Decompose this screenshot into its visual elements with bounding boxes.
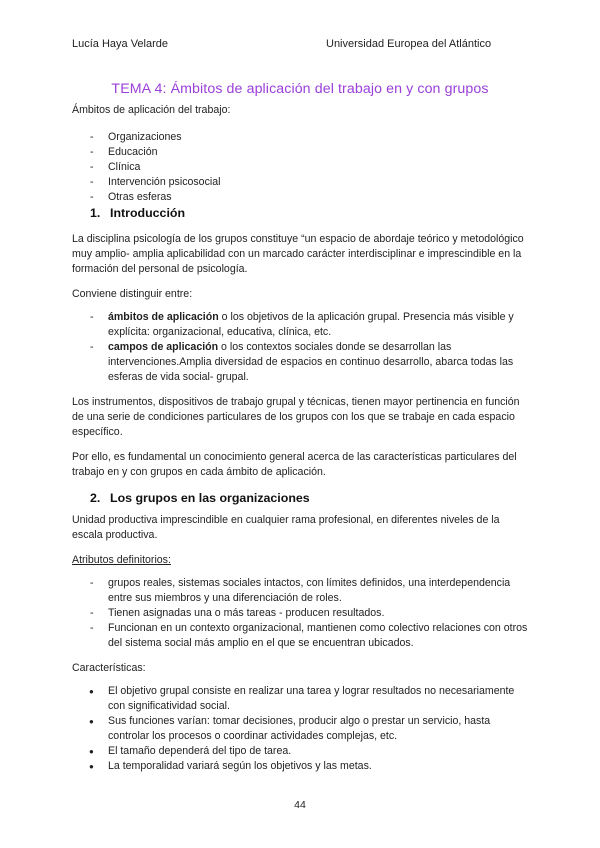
paragraph: Conviene distinguir entre: [72,288,193,300]
list-item: - Intervención psicosocial [72,175,530,190]
list-item: - grupos reales, sistemas sociales intactos, con límites definidos, una interdependencia entre sus miembros y una diferenciación de roles. [72,576,530,606]
list-item: - Otras esferas [72,190,530,205]
list-item: - Educación [72,145,530,160]
section-heading-organizaciones [72,490,530,507]
paragraph: La disciplina psicología de los grupos constituye “un espacio de abordaje teórico y metodológico muy amplio- amplia aplicabilidad con un marcado carácter interdisciplinar e imprescindible en la formación del personal de psicología. [72,233,524,275]
section-title: Los grupos en las organizaciones [110,491,310,505]
header-author: Lucía Haya Velarde [72,38,169,50]
term-bold: ámbitos de aplicación [108,311,219,323]
list-item: - Organizaciones [72,130,530,145]
page-number: 44 [294,799,306,811]
section-number: 1. [90,206,101,220]
list-item [72,340,530,385]
page-title: TEMA 4: Ámbitos de aplicación del trabajo en y con grupos [111,80,489,97]
list-item: - Funcionan en un contexto organizacional, mantienen como colectivo relaciones con otros del sistema social más amplio en el que se encuentran ubicados. [72,621,530,651]
paragraph: Por ello, es fundamental un conocimiento general acerca de las características particulares del trabajo en y con grupos en cada ámbito de aplicación. [72,451,517,478]
characteristics-label: Características: [72,662,146,674]
characteristics-list [72,684,530,774]
attributes-label: Atributos definitorios: [72,554,171,566]
intro-text: Ámbitos de aplicación del trabajo: [72,104,231,116]
paragraph: Los instrumentos, dispositivos de trabajo grupal y técnicas, tienen mayor pertinencia en función de una serie de condiciones particulares de los grupos con los que se trabaje en cada espacio específico. [72,396,520,438]
list-item: ● El tamaño dependerá del tipo de tarea. [72,744,530,759]
section-heading-introduccion [72,205,530,222]
section-number: 2. [90,491,101,505]
list-item: ● El objetivo grupal consiste en realizar una tarea y lograr resultados no necesariamente con significatividad social. [72,684,530,714]
list-item: ● Sus funciones varían: tomar decisiones, producir algo o prestar un servicio, hasta controlar los procesos o coordinar actividades complejas, etc. [72,714,530,744]
header-university: Universidad Europea del Atlántico [326,38,492,50]
distinction-list [72,310,530,385]
list-item: - Tienen asignadas una o más tareas - producen resultados. [72,606,530,621]
list-item: ● La temporalidad variará según los objetivos y las metas. [72,759,530,774]
section-title: Introducción [110,206,186,220]
areas-list [72,130,530,205]
term-description: o los objetivos de la aplicación grupal. Presencia más visible y explícita: organizacional, educativa, clínica, etc. [108,311,514,338]
list-item: - Clínica [72,160,530,175]
document-body [72,103,530,774]
paragraph: Unidad productiva imprescindible en cualquier rama profesional, en diferentes niveles de la escala productiva. [72,514,500,541]
list-item [72,310,530,340]
term-description: o los contextos sociales donde se desarrollan las intervenciones.Amplia diversidad de espacios en continuo desarrollo, abarca todas las esferas de vida social- grupal. [108,341,514,383]
attributes-list [72,576,530,651]
term-bold: campos de aplicación [108,341,219,353]
